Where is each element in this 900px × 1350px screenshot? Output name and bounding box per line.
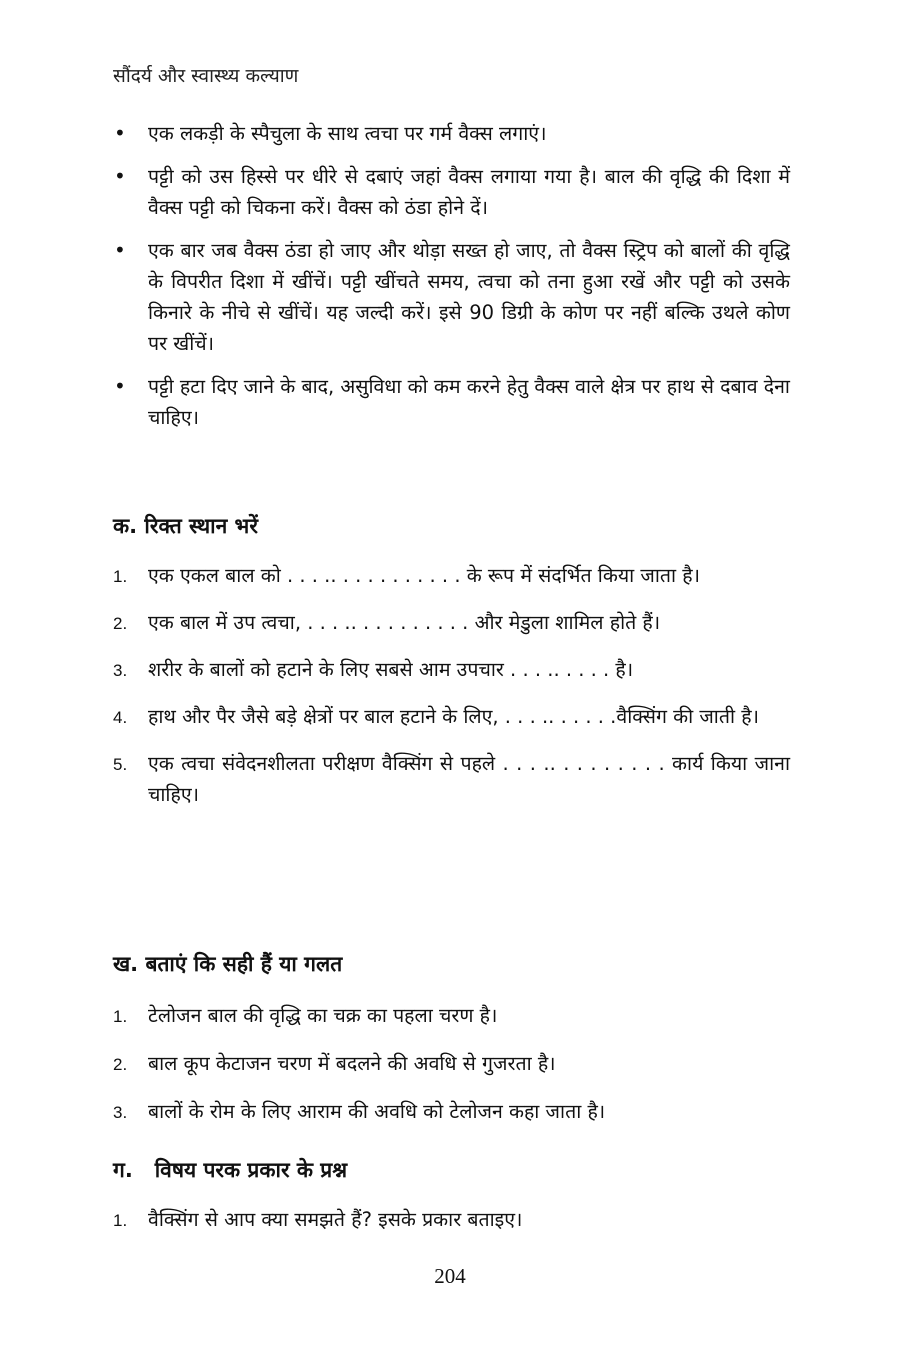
list-item — [110, 1048, 790, 1079]
list-item — [110, 1204, 790, 1235]
item-number: 3. — [113, 1103, 128, 1122]
item-number: 2. — [113, 1055, 128, 1074]
procedure-bullet-list — [110, 118, 790, 445]
bullet-text: पट्टी हटा दिए जाने के बाद, असुविधा को कम करने हेतु वैक्स वाले क्षेत्र पर हाथ से दबाव देना चाहिए। — [148, 375, 790, 429]
item-text: शरीर के बालों को हटाने के लिए सबसे आम उपचार . . . .. . . . . है। — [148, 658, 634, 681]
item-text: टेलोजन बाल की वृद्धि का चक्र का पहला चरण है। — [148, 1004, 498, 1027]
item-number: 1. — [113, 1007, 128, 1026]
item-number: 4. — [113, 708, 128, 727]
list-item — [110, 1000, 790, 1031]
bullet-icon: • — [114, 164, 126, 188]
list-item — [110, 118, 790, 149]
list-item — [110, 161, 790, 223]
list-item — [110, 235, 790, 359]
fill-blanks-list — [110, 560, 790, 810]
bullet-text: एक लकड़ी के स्पैचुला के साथ त्वचा पर गर्म वैक्स लगाएं। — [148, 122, 547, 145]
bullet-icon: • — [114, 374, 126, 398]
page-number: 204 — [434, 1264, 466, 1288]
item-text: बाल कूप केटाजन चरण में बदलने की अवधि से गुजरता है। — [148, 1052, 556, 1075]
item-text: वैक्सिंग से आप क्या समझते हैं? इसके प्रकार बताइए। — [148, 1208, 523, 1231]
bullet-icon: • — [114, 238, 126, 262]
section-heading-true-false: ख. बताएं कि सही हैं या गलत — [113, 952, 343, 976]
bullet-text: एक बार जब वैक्स ठंडा हो जाए और थोड़ा सख्त हो जाए, तो वैक्स स्ट्रिप को बालों की वृद्धि के विपरीत दिशा में खींचें। पट्टी खींचते समय, त्वचा को तना हुआ रखें और पट्टी को उसके किनारे के नीचे से खींचें। यह जल्दी करें। इसे 90 डिग्री के कोण पर नहीं बल्कि उथले कोण पर खींचें। — [148, 239, 790, 355]
item-number: 5. — [113, 755, 128, 774]
true-false-list — [110, 1000, 790, 1127]
item-number: 2. — [113, 614, 128, 633]
item-text: एक त्वचा संवेदनशीलता परीक्षण वैक्सिंग से पहले . . . .. . . . . . . . . कार्य किया जाना चाहिए। — [148, 752, 790, 806]
list-item — [110, 607, 790, 638]
item-text: हाथ और पैर जैसे बड़े क्षेत्रों पर बाल हटाने के लिए, . . . .. . . . . .वैक्सिंग की जाती है। — [148, 705, 759, 728]
section-heading-subjective: ग. विषय परक प्रकार के प्रश्न — [113, 1158, 348, 1182]
running-header: सौंदर्य और स्वास्थ्य कल्याण — [113, 65, 299, 87]
list-item — [110, 654, 790, 685]
list-item — [110, 560, 790, 591]
list-item — [110, 1096, 790, 1127]
item-number: 1. — [113, 567, 128, 586]
list-item — [110, 701, 790, 732]
item-number: 1. — [113, 1211, 128, 1230]
item-text: एक एकल बाल को . . . .. . . . . . . . . . . के रूप में संदर्भित किया जाता है। — [148, 564, 701, 587]
item-number: 3. — [113, 661, 128, 680]
subjective-questions-list — [110, 1204, 790, 1235]
item-text: एक बाल में उप त्वचा, . . . .. . . . . . . . . . और मेडुला शामिल होते हैं। — [148, 611, 661, 634]
bullet-text: पट्टी को उस हिस्से पर धीरे से दबाएं जहां वैक्स लगाया गया है। बाल की वृद्धि की दिशा में वैक्स पट्टी को चिकना करें। वैक्स को ठंडा होने दें। — [148, 165, 790, 219]
section-heading-fill-blanks: क. रिक्त स्थान भरें — [113, 514, 258, 538]
list-item — [110, 748, 790, 810]
list-item — [110, 371, 790, 433]
bullet-icon: • — [114, 121, 126, 145]
item-text: बालों के रोम के लिए आराम की अवधि को टेलोजन कहा जाता है। — [148, 1100, 606, 1123]
